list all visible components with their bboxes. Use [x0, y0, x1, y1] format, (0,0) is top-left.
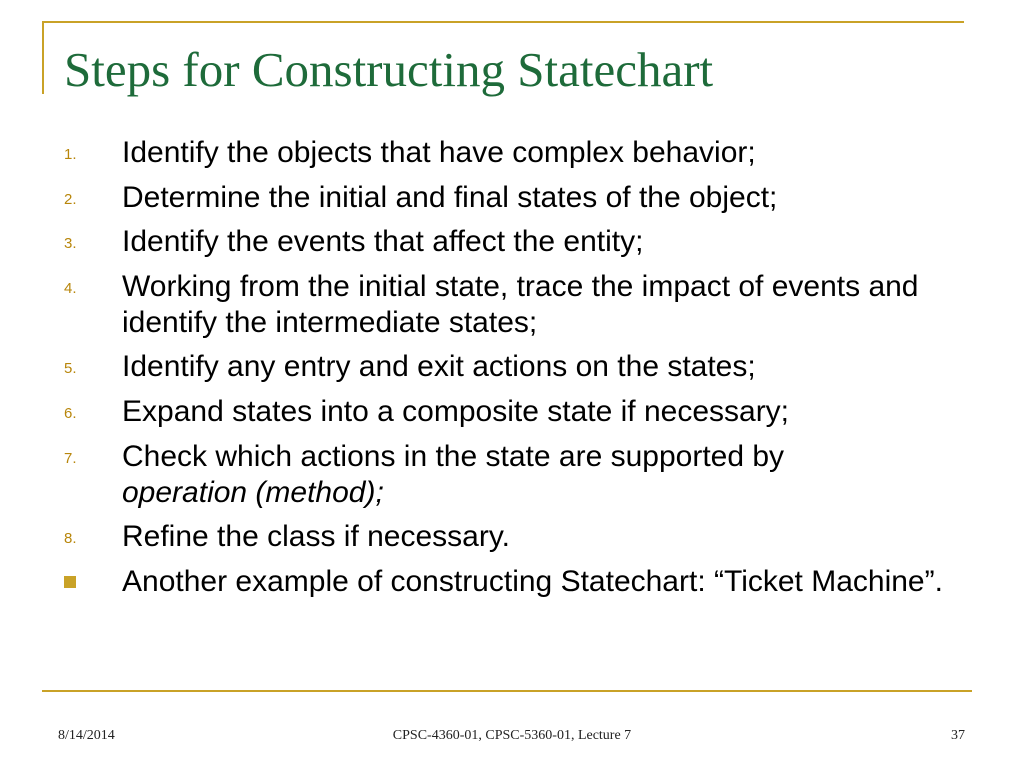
footer-divider	[42, 690, 972, 692]
step-text-emphasis: operation (method);	[122, 475, 384, 509]
bullet-item	[52, 564, 972, 600]
step-number: 5.	[64, 360, 77, 378]
step-item-6	[52, 394, 972, 430]
step-text: Identify the objects that have complex behavior;	[122, 136, 756, 169]
step-text: Determine the initial and final states of the object;	[122, 180, 778, 214]
footer-course: CPSC-4360-01, CPSC-5360-01, Lecture 7	[392, 728, 632, 743]
step-number: 2.	[64, 190, 77, 208]
step-number: 8.	[64, 530, 77, 548]
slide-title: Steps for Constructing Statechart	[64, 42, 714, 97]
step-item-5	[52, 349, 972, 385]
frame-top-line	[42, 21, 964, 23]
bullet-text: Another example of constructing Statechart: “Ticket Machine”.	[122, 564, 943, 598]
step-text: Identify the events that affect the entity;	[122, 225, 644, 259]
step-number: 3.	[64, 235, 77, 253]
page-number: 37	[951, 728, 965, 743]
step-item-3	[52, 224, 972, 260]
step-text: Refine the class if necessary.	[122, 520, 510, 554]
frame-left-line	[42, 21, 44, 94]
step-number: 4.	[64, 279, 77, 297]
step-number: 6.	[64, 404, 77, 422]
step-text: Identify any entry and exit actions on the states;	[122, 350, 756, 384]
step-item-4	[52, 269, 972, 341]
square-bullet-icon	[64, 576, 76, 588]
step-text: Check which actions in the state are supported by	[122, 439, 785, 473]
step-item-7	[52, 439, 972, 511]
step-list	[52, 135, 972, 608]
step-number: 7.	[64, 449, 77, 467]
step-text: Expand states into a composite state if necessary;	[122, 394, 790, 428]
step-text: Working from the initial state, trace the impact of events and identify the intermediate states;	[122, 269, 919, 339]
step-item-2	[52, 180, 972, 216]
step-item-8	[52, 519, 972, 555]
footer-date: 8/14/2014	[58, 728, 115, 743]
step-number: 1.	[64, 146, 77, 163]
step-item-1	[52, 135, 972, 171]
